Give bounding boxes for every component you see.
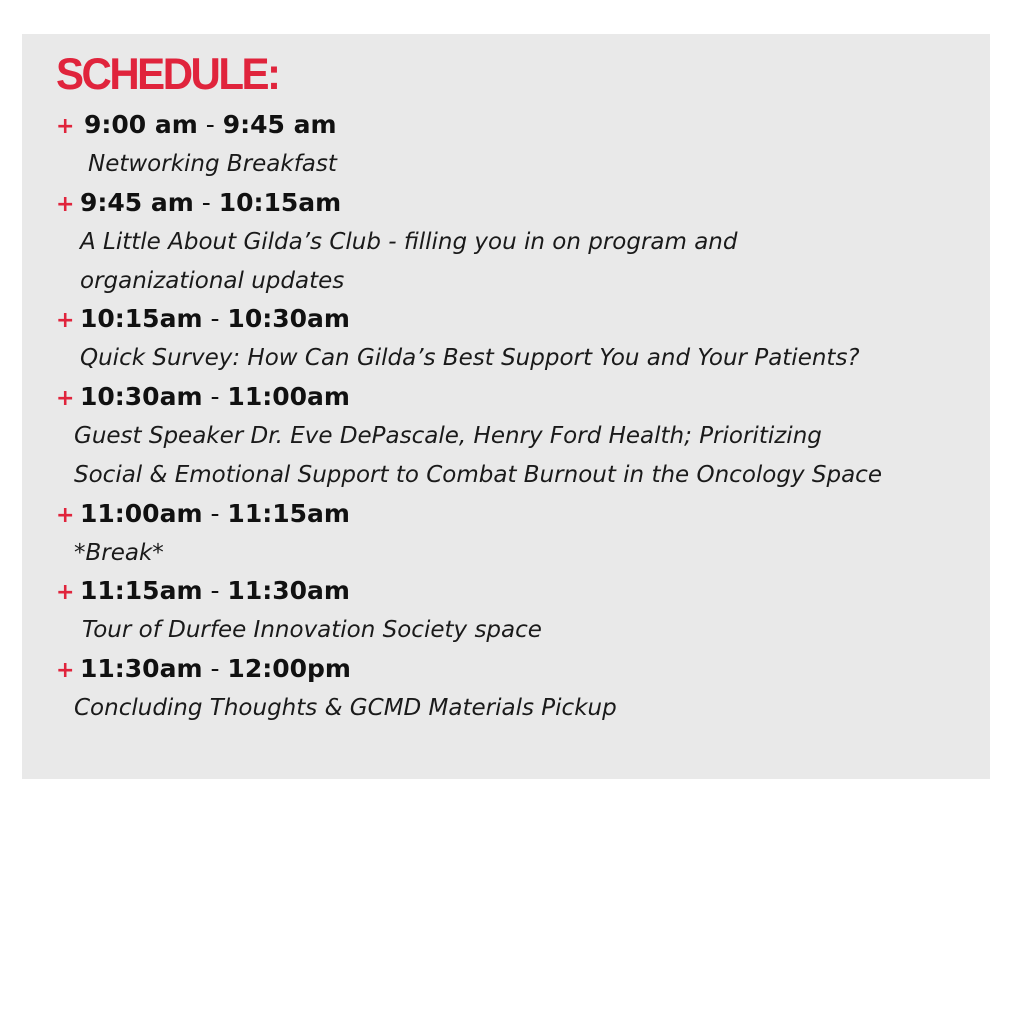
schedule-item (56, 382, 882, 495)
item-description (56, 417, 882, 495)
schedule-item (56, 576, 542, 650)
time-separator: - (193, 188, 219, 217)
time-range (56, 576, 542, 608)
start-time: 11:30am (80, 654, 203, 683)
time-separator: - (202, 576, 228, 605)
time-separator: - (197, 110, 223, 139)
description-line: A Little About Gilda’s Club - filling you in on program and (80, 229, 738, 255)
end-time: 12:00pm (227, 654, 351, 683)
start-time: 10:30am (80, 382, 203, 411)
time-range (56, 110, 337, 142)
plus-icon: + (56, 308, 75, 333)
schedule-title: SCHEDULE: (56, 49, 279, 99)
schedule-item (56, 654, 617, 728)
time-range (56, 188, 738, 220)
time-separator: - (202, 654, 228, 683)
item-description: Tour of Durfee Innovation Society space (82, 617, 542, 643)
time-range (56, 654, 617, 686)
schedule-item (56, 188, 738, 301)
start-time: 9:00 am (84, 110, 198, 139)
time-range (56, 382, 882, 414)
schedule-item (56, 304, 860, 378)
plus-icon: + (56, 192, 75, 217)
schedule-item (56, 110, 337, 184)
time-separator: - (202, 304, 228, 333)
end-time: 9:45 am (222, 110, 337, 139)
item-description: *Break* (74, 540, 164, 566)
plus-icon: + (56, 114, 75, 139)
item-description (56, 223, 738, 301)
start-time: 9:45 am (80, 188, 194, 217)
time-range (56, 304, 860, 336)
start-time: 11:00am (80, 499, 203, 528)
item-description: Quick Survey: How Can Gilda’s Best Support You and Your Patients? (80, 345, 860, 371)
plus-icon: + (56, 580, 75, 605)
item-description: Concluding Thoughts & GCMD Materials Pickup (74, 695, 617, 721)
description-line: Guest Speaker Dr. Eve DePascale, Henry Ford Health; Prioritizing (74, 423, 822, 449)
schedule-item (56, 499, 350, 573)
end-time: 10:15am (218, 188, 342, 217)
time-separator: - (202, 382, 228, 411)
description-line: organizational updates (80, 268, 345, 294)
end-time: 11:30am (227, 576, 350, 605)
plus-icon: + (56, 503, 75, 528)
start-time: 10:15am (80, 304, 203, 333)
end-time: 11:00am (227, 382, 350, 411)
description-line: Social & Emotional Support to Combat Burnout in the Oncology Space (74, 462, 882, 488)
end-time: 11:15am (227, 499, 350, 528)
schedule-panel (22, 34, 990, 779)
time-separator: - (202, 499, 228, 528)
item-description: Networking Breakfast (88, 151, 337, 177)
plus-icon: + (56, 386, 75, 411)
plus-icon: + (56, 658, 75, 683)
time-range (56, 499, 350, 531)
start-time: 11:15am (80, 576, 203, 605)
end-time: 10:30am (227, 304, 350, 333)
